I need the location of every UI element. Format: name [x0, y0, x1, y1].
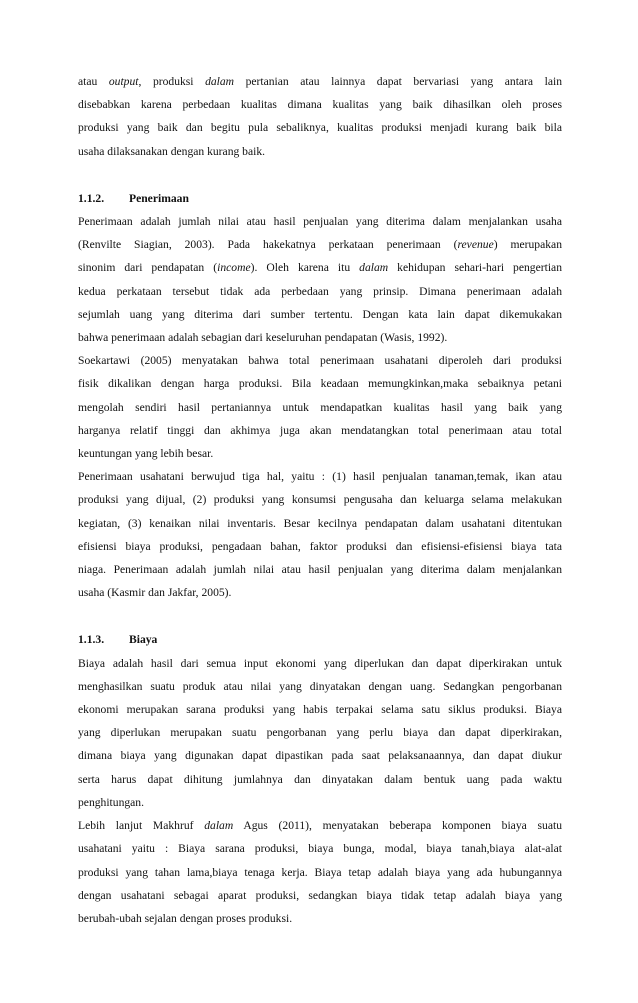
- text-line: penghitungan.: [78, 795, 145, 809]
- text-line: dengan usahatani sebagai aparat produksi, sedangkan biaya tidak tetap adalah biaya yang: [78, 888, 562, 902]
- text-line: mengolah sendiri hasil pertaniannya untuk mendapatkan kualitas hasil yang baik yang: [78, 400, 562, 414]
- text-line: Penerimaan usahatani berwujud tiga hal, yaitu : (1) hasil penjualan tanaman,temak, ikan atau: [78, 470, 562, 484]
- text-line: disebabkan karena perbedaan kualitas dimana kualitas yang baik dihasilkan oleh proses: [78, 98, 562, 112]
- section-title: Penerimaan: [129, 191, 189, 205]
- text-line: usaha (Kasmir dan Jakfar, 2005).: [78, 586, 232, 600]
- text-line: usahatani yaitu : Biaya sarana produksi, biaya bunga, modal, biaya tanah,biaya alat-alat: [78, 842, 562, 856]
- paragraph-soekartawi: [78, 349, 562, 465]
- text-line: produksi yang tahan lama,biaya tenaga kerja. Biaya tetap adalah biaya yang ada hubungannya: [78, 865, 562, 879]
- text-line: dimana biaya yang digunakan dapat dipastikan pada saat pelaksanaannya, dan dapat diukur: [78, 749, 562, 763]
- text-line: niaga. Penerimaan adalah jumlah nilai atau hasil penjualan yang diterima dalam menjalankan: [78, 563, 562, 577]
- section-heading-biaya: [78, 628, 562, 651]
- text-line: sejumlah uang yang diterima dari sumber tertentu. Dengan kata lain dapat dikemukakan: [78, 307, 562, 321]
- paragraph-makhruf: [78, 814, 562, 930]
- text-line: kegiatan, (3) kenaikan nilai inventaris. Besar kecilnya pendapatan dalam usahatani ditentukan: [78, 516, 562, 530]
- text-line: bahwa penerimaan adalah sebagian dari keseluruhan pendapatan (Wasis, 1992).: [78, 331, 448, 345]
- text-line: produksi yang dijual, (2) produksi yang konsumsi pengusaha dan keluarga selama melakukan: [78, 493, 562, 507]
- text-line: sinonim dari pendapatan (income). Oleh karena itu dalam kehidupan sehari-hari pengertian: [78, 261, 562, 275]
- text-line: harganya relatif tinggi dan akhimya juga akan mendatangkan total penerimaan atau total: [78, 423, 562, 437]
- text-line: Soekartawi (2005) menyatakan bahwa total penerimaan usahatani diperoleh dari produksi: [78, 354, 562, 368]
- text-line: serta harus dapat dihitung jumlahnya dan dinyatakan dalam bentuk uang pada waktu: [78, 772, 562, 786]
- text-line: efisiensi biaya produksi, pengadaan bahan, faktor produksi dan efisiensi-efisiensi biaya tata: [78, 539, 562, 553]
- text-line: Biaya adalah hasil dari semua input ekonomi yang diperlukan dan dapat diperkirakan untuk: [78, 656, 562, 670]
- text-line: Lebih lanjut Makhruf dalam Agus (2011), menyatakan beberapa komponen biaya suatu: [78, 819, 562, 833]
- text-line: (Renvilte Siagian, 2003). Pada hakekatnya perkataan penerimaan (revenue) merupakan: [78, 238, 562, 252]
- paragraph-penerimaan-definition: [78, 210, 562, 349]
- text-line: atau output, produksi dalam pertanian atau lainnya dapat bervariasi yang antara lain: [78, 75, 562, 88]
- paragraph-penerimaan-usahatani: [78, 465, 562, 604]
- document-page: [78, 70, 562, 930]
- text-line: berubah-ubah sejalan dengan proses produksi.: [78, 911, 293, 925]
- text-line: fisik dikalikan dengan harga produksi. Bila keadaan memungkinkan,maka sebaiknya petani: [78, 377, 562, 391]
- text-line: kedua perkataan tersebut tidak ada perbedaan yang prinsip. Dimana penerimaan adalah: [78, 284, 562, 298]
- text-line: menghasilkan suatu produk atau nilai yang dinyatakan dengan uang. Sedangkan pengorbanan: [78, 679, 562, 693]
- section-heading-penerimaan: [78, 187, 562, 210]
- paragraph-intro: [78, 70, 562, 163]
- text-line: produksi yang baik dan begitu pula sebaliknya, kualitas produksi menjadi kurang baik bila: [78, 121, 562, 135]
- paragraph-biaya-definition: [78, 652, 562, 814]
- text-line: yang diperlukan merupakan suatu pengorbanan yang perlu biaya dan dapat diperkirakan,: [78, 726, 562, 740]
- text-line: keuntungan yang lebih besar.: [78, 447, 214, 461]
- section-title: Biaya: [129, 633, 158, 647]
- text-line: usaha dilaksanakan dengan kurang baik.: [78, 144, 266, 158]
- section-number: 1.1.2.: [78, 191, 105, 205]
- text-line: Penerimaan adalah jumlah nilai atau hasil penjualan yang diterima dalam menjalankan usaha: [78, 215, 562, 229]
- section-number: 1.1.3.: [78, 633, 105, 647]
- text-line: ekonomi merupakan sarana produksi yang habis terpakai selama satu siklus produksi. Biaya: [78, 703, 562, 717]
